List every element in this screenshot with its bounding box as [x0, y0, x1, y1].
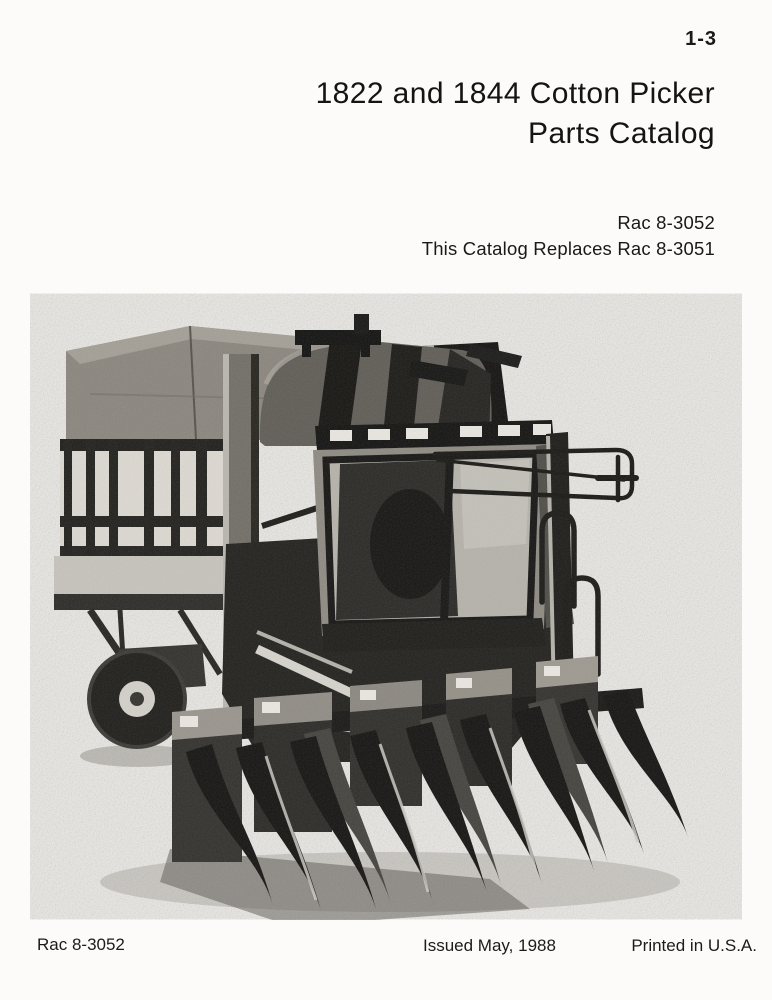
replaces-note: This Catalog Replaces Rac 8-3051 — [421, 237, 715, 259]
title-line-2: Parts Catalog — [528, 117, 715, 150]
catalog-title — [316, 74, 715, 154]
footer-issued-date: Issued May, 1988 — [423, 936, 556, 955]
footer-printed-note: Printed in U.S.A. — [631, 936, 757, 955]
catalog-number: Rac 8-3052 — [617, 212, 715, 233]
halftone-overlay — [30, 294, 742, 919]
cotton-picker-photo — [30, 293, 742, 920]
title-line-1: 1822 and 1844 Cotton Picker — [315, 77, 715, 110]
footer-catalog-number: Rac 8-3052 — [37, 935, 125, 954]
catalog-codes — [422, 210, 715, 261]
page-number: 1-3 — [685, 28, 717, 50]
